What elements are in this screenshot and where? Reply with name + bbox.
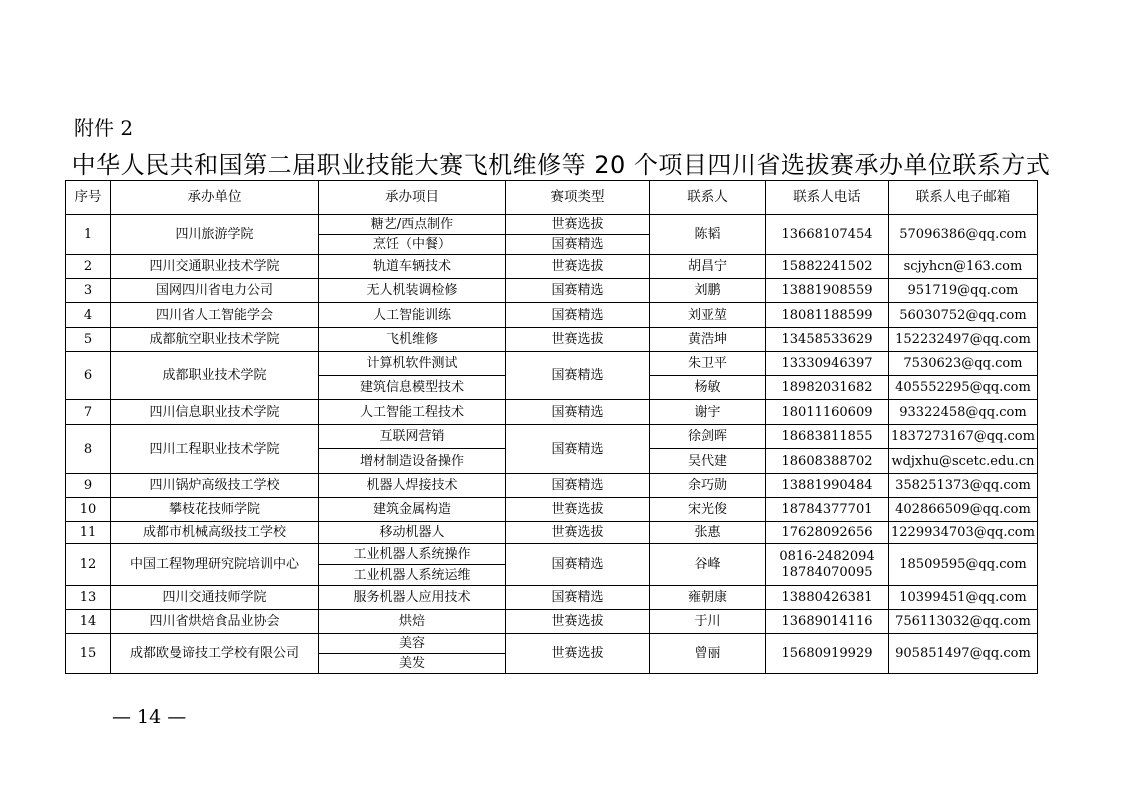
cell-unit: 成都航空职业技术学院 <box>111 328 319 352</box>
cell-email: scjyhcn@163.com <box>889 255 1038 279</box>
cell-email: 405552295@qq.com <box>889 376 1038 400</box>
cell-contact: 杨敏 <box>650 376 766 400</box>
cell-phone: 18982031682 <box>766 376 889 400</box>
cell-type: 世赛选拔 <box>506 634 650 674</box>
cell-phone: 13881908559 <box>766 279 889 303</box>
cell-phone: 13689014116 <box>766 610 889 634</box>
cell-unit: 成都职业技术学院 <box>111 352 319 400</box>
cell-phone: 15680919929 <box>766 634 889 674</box>
cell-email: 57096386@qq.com <box>889 215 1038 255</box>
cell-phone <box>766 544 889 586</box>
table-row <box>66 400 1038 425</box>
cell-email: 7530623@qq.com <box>889 352 1038 376</box>
cell-email: wdjxhu@scetc.edu.cn <box>889 449 1038 474</box>
cell-unit: 四川信息职业技术学院 <box>111 400 319 425</box>
cell-unit: 攀枝花技师学院 <box>111 498 319 522</box>
cell-no: 6 <box>66 352 111 400</box>
cell-type: 国赛精选 <box>506 303 650 328</box>
cell-no: 1 <box>66 215 111 255</box>
table-row <box>66 352 1038 376</box>
cell-type: 世赛选拔 <box>506 522 650 544</box>
cell-email: 10399451@qq.com <box>889 586 1038 610</box>
cell-type: 国赛精选 <box>506 400 650 425</box>
header-type: 赛项类型 <box>506 181 650 215</box>
cell-project: 增材制造设备操作 <box>319 449 506 474</box>
header-unit: 承办单位 <box>111 181 319 215</box>
cell-project: 移动机器人 <box>319 522 506 544</box>
cell-contact: 陈韬 <box>650 215 766 255</box>
cell-contact: 徐剑晖 <box>650 425 766 449</box>
cell-contact: 刘亚堃 <box>650 303 766 328</box>
table-row <box>66 544 1038 565</box>
table-row <box>66 425 1038 449</box>
table-row <box>66 255 1038 279</box>
cell-type: 国赛精选 <box>506 544 650 586</box>
cell-contact: 宋光俊 <box>650 498 766 522</box>
cell-unit: 中国工程物理研究院培训中心 <box>111 544 319 586</box>
cell-project: 轨道车辆技术 <box>319 255 506 279</box>
attachment-label: 附件 2 <box>74 116 134 140</box>
cell-unit: 四川省烘焙食品业协会 <box>111 610 319 634</box>
cell-no: 10 <box>66 498 111 522</box>
cell-unit: 四川交通技师学院 <box>111 586 319 610</box>
cell-phone: 15882241502 <box>766 255 889 279</box>
cell-contact: 胡昌宁 <box>650 255 766 279</box>
cell-phone: 13668107454 <box>766 215 889 255</box>
cell-project: 美发 <box>319 654 506 674</box>
table-row <box>66 522 1038 544</box>
cell-project: 无人机装调检修 <box>319 279 506 303</box>
header-no: 序号 <box>66 181 111 215</box>
table-row <box>66 303 1038 328</box>
cell-no: 11 <box>66 522 111 544</box>
cell-project: 烘焙 <box>319 610 506 634</box>
cell-email: 56030752@qq.com <box>889 303 1038 328</box>
cell-project: 建筑信息模型技术 <box>319 376 506 400</box>
cell-no: 8 <box>66 425 111 474</box>
cell-type: 世赛选拔 <box>506 610 650 634</box>
cell-email: 756113032@qq.com <box>889 610 1038 634</box>
cell-project: 飞机维修 <box>319 328 506 352</box>
cell-unit: 成都欧曼谛技工学校有限公司 <box>111 634 319 674</box>
cell-contact: 于川 <box>650 610 766 634</box>
cell-contact: 张惠 <box>650 522 766 544</box>
cell-no: 2 <box>66 255 111 279</box>
table-row <box>66 498 1038 522</box>
cell-type: 国赛精选 <box>506 586 650 610</box>
cell-project: 烹饪（中餐） <box>319 235 506 255</box>
cell-email: 905851497@qq.com <box>889 634 1038 674</box>
cell-contact: 朱卫平 <box>650 352 766 376</box>
cell-contact: 谷峰 <box>650 544 766 586</box>
cell-type: 国赛精选 <box>506 279 650 303</box>
cell-project: 互联网营销 <box>319 425 506 449</box>
cell-email: 18509595@qq.com <box>889 544 1038 586</box>
cell-no: 13 <box>66 586 111 610</box>
cell-unit: 四川工程职业技术学院 <box>111 425 319 474</box>
cell-unit: 成都市机械高级技工学校 <box>111 522 319 544</box>
cell-contact: 谢宇 <box>650 400 766 425</box>
table-row <box>66 279 1038 303</box>
cell-email: 152232497@qq.com <box>889 328 1038 352</box>
cell-type: 国赛精选 <box>506 235 650 255</box>
cell-project: 机器人焊接技术 <box>319 474 506 498</box>
phone-line-2: 18784070095 <box>781 564 873 580</box>
cell-type: 世赛选拔 <box>506 255 650 279</box>
cell-phone: 18784377701 <box>766 498 889 522</box>
cell-project: 建筑金属构造 <box>319 498 506 522</box>
cell-contact: 余巧勋 <box>650 474 766 498</box>
cell-unit: 四川锅炉高级技工学校 <box>111 474 319 498</box>
table-row <box>66 586 1038 610</box>
table-row <box>66 215 1038 235</box>
cell-phone: 13881990484 <box>766 474 889 498</box>
cell-phone: 17628092656 <box>766 522 889 544</box>
cell-project: 计算机软件测试 <box>319 352 506 376</box>
cell-no: 15 <box>66 634 111 674</box>
cell-type: 国赛精选 <box>506 474 650 498</box>
cell-phone: 18683811855 <box>766 425 889 449</box>
cell-phone: 18081188599 <box>766 303 889 328</box>
cell-project: 糖艺/西点制作 <box>319 215 506 235</box>
cell-unit: 四川交通职业技术学院 <box>111 255 319 279</box>
cell-contact: 雍朝康 <box>650 586 766 610</box>
cell-no: 12 <box>66 544 111 586</box>
table-row <box>66 634 1038 654</box>
cell-type: 国赛精选 <box>506 352 650 400</box>
cell-contact: 曾丽 <box>650 634 766 674</box>
header-project: 承办项目 <box>319 181 506 215</box>
cell-email: 402866509@qq.com <box>889 498 1038 522</box>
cell-unit: 四川旅游学院 <box>111 215 319 255</box>
cell-project: 人工智能工程技术 <box>319 400 506 425</box>
cell-email: 358251373@qq.com <box>889 474 1038 498</box>
page-title: 中华人民共和国第二届职业技能大赛飞机维修等 20 个项目四川省选拔赛承办单位联系方式 <box>71 151 1051 179</box>
cell-unit: 四川省人工智能学会 <box>111 303 319 328</box>
header-contact: 联系人 <box>650 181 766 215</box>
cell-phone: 13458533629 <box>766 328 889 352</box>
cell-type: 世赛选拔 <box>506 498 650 522</box>
table-header-row <box>66 181 1038 215</box>
phone-line-1: 0816-2482094 <box>779 548 875 564</box>
cell-project: 工业机器人系统操作 <box>319 544 506 565</box>
cell-phone: 13330946397 <box>766 352 889 376</box>
cell-type: 国赛精选 <box>506 425 650 474</box>
cell-unit: 国网四川省电力公司 <box>111 279 319 303</box>
cell-no: 3 <box>66 279 111 303</box>
cell-contact: 黄浩坤 <box>650 328 766 352</box>
cell-project: 人工智能训练 <box>319 303 506 328</box>
cell-project: 工业机器人系统运维 <box>319 565 506 586</box>
cell-email: 1229934703@qq.com <box>889 522 1038 544</box>
cell-no: 7 <box>66 400 111 425</box>
cell-project: 服务机器人应用技术 <box>319 586 506 610</box>
cell-no: 5 <box>66 328 111 352</box>
table-row <box>66 328 1038 352</box>
table-row <box>66 474 1038 498</box>
cell-type: 世赛选拔 <box>506 328 650 352</box>
table-row <box>66 610 1038 634</box>
header-email: 联系人电子邮箱 <box>889 181 1038 215</box>
header-phone: 联系人电话 <box>766 181 889 215</box>
cell-email: 951719@qq.com <box>889 279 1038 303</box>
cell-contact: 刘鹏 <box>650 279 766 303</box>
cell-project: 美容 <box>319 634 506 654</box>
cell-type: 世赛选拔 <box>506 215 650 235</box>
cell-phone: 13880426381 <box>766 586 889 610</box>
cell-no: 9 <box>66 474 111 498</box>
contact-table <box>65 180 1038 674</box>
cell-no: 14 <box>66 610 111 634</box>
cell-email: 1837273167@qq.com <box>889 425 1038 449</box>
cell-email: 93322458@qq.com <box>889 400 1038 425</box>
cell-phone: 18011160609 <box>766 400 889 425</box>
cell-no: 4 <box>66 303 111 328</box>
page-number: — 14 — <box>112 706 187 728</box>
cell-phone: 18608388702 <box>766 449 889 474</box>
cell-contact: 吴代建 <box>650 449 766 474</box>
